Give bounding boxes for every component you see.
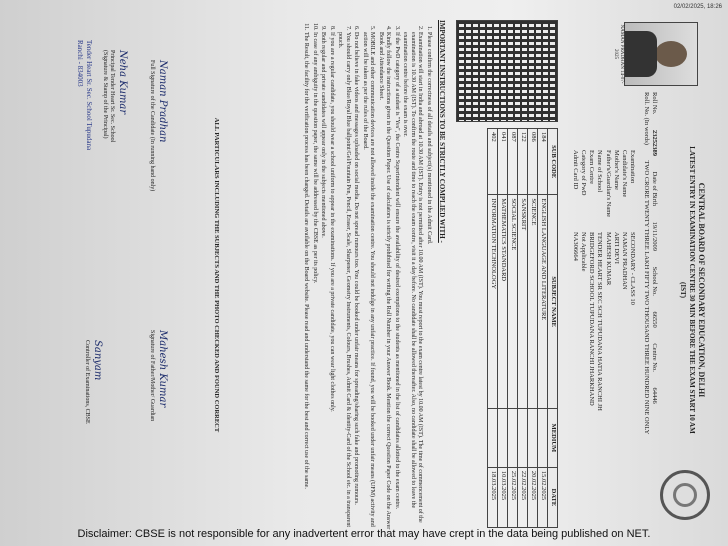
roll-words: TWO CRORE TWENTY THREE LAKH FIFTY TWO THOUSAND THREE HUNDRED NINE ONLY [642, 160, 650, 435]
list-item: 10. In case of any ambiguity in the question paper, the same will be addressed by the CBSE as per its policy. [311, 32, 319, 537]
instructions-list [301, 20, 432, 537]
principal-block [101, 50, 129, 142]
controller-label: Controller of Examinations, CBSE [84, 340, 91, 424]
roll-no: 23252389 [651, 130, 658, 157]
table-row: 041 MATHEMATICS STANDARD 10.03.2025 [498, 129, 508, 528]
confirmation-line: ALL PARTICULARS INCLUDING THE SUBJECTS AND THE PHOTO CHECKED AND FOUND CORRECT [213, 117, 220, 433]
school-no-label: School No. [651, 266, 658, 296]
list-item: 3. If the PwD category of a student is "Yes", the Centre Superintendent will ensure the availability of desired exemptions to the students as mentioned in the list of candidates allotted to the exam centre. [393, 32, 401, 537]
qr-code-icon [456, 20, 558, 122]
detail-row: Name of School TENDER HEART SR SEC SCH TUPUDANA HATIA RANCHI JH [596, 150, 604, 411]
school-stamp: Tender Heart Sr. Sec. School Tupudana Ranchi - 834003 [76, 40, 93, 151]
candidate-signature-block [148, 60, 168, 191]
detail-row: Father's/Guardian's Name MAHESH KUMAR [604, 150, 612, 286]
candidate-signature-label: Full Signature of the Candidate (In running hand only) [149, 60, 156, 192]
dob: 19/11/2009 [651, 221, 658, 251]
principal-signature: Neha Kumar [117, 50, 128, 115]
list-item: 5. MOBILE and other communication devices are not allowed inside the examination centre. You should not indulge in any unfair practice. If found, you will be booked under unfair means (UFM) activity and action will be taken as per the rules of the Board. [361, 32, 376, 537]
photo-caption: NAMAN PRADHAN 14-07-2025 [612, 24, 624, 84]
table-row: 122 SANSKRIT 22.02.2025 [518, 129, 528, 528]
roll-words-label: Roll. No. (In words) [642, 92, 650, 145]
roll-no-label: Roll No. [651, 92, 658, 115]
principal-label: (Signature & Stamp of the Principal) [102, 50, 108, 139]
list-item: 4. Kindly follow the instructions given in the Question Paper. Use of calculators is strictly prohibited for writing the Roll Number in your Answer Book. Mention the correct Question Paper Code on the Answer Book and Attendance Sheet. [377, 32, 392, 537]
list-item: 9. Both regular and private candidates will appear only in the subjects mentioned above. [319, 32, 327, 537]
detail-row: Admit Card ID NA306664 [572, 150, 580, 261]
centre-no-label: Centre No. [651, 343, 658, 372]
board-name: CENTRAL BOARD OF SECONDARY EDUCATION, DELHI [697, 182, 706, 398]
detail-row: Exam Centre BRIDGEFORD SCHOOL TUPUDANA RANCHI JHARKHAND [588, 150, 596, 406]
detail-row: Examination SECONDARY - CLASS 10 [629, 150, 636, 305]
detail-row: Candidate's Name NAMAN PRADHAN [620, 150, 628, 290]
instructions-title: IMPORTANT INSTRUCTIONS TO BE STRICTLY COMPLIED WITH - [438, 20, 446, 243]
table-row: 184 ENGLISH LANGUAGE AND LITERATURE 15.02.2025 [538, 129, 548, 528]
print-timestamp: 02/02/2025, 18:26 [673, 4, 722, 10]
roll-row [642, 92, 658, 542]
table-row: 402 INFORMATION TECHNOLOGY 18.03.2025 [488, 129, 498, 528]
subjects-table [487, 128, 558, 528]
school-no: 66550 [651, 311, 658, 328]
parent-signature-label: Signature of Father/Mother/ Guardian [149, 330, 156, 422]
candidate-signature: Naman Pradhan [157, 60, 168, 143]
list-item: 7. You should carry only Blue/Royal Blue ballpoint/Gel/Fountain Pen, Pencil, Eraser, Scale, Sharpener, Geometry Instruments, Colours, Brushes, Admit Card & Identity-Card of the School etc. in a transparent pouch. [336, 32, 351, 537]
list-item: 8. If you are a regular candidate, you should wear a school uniform to appear in the examinations. If you are a private candidate, you can wear light clothes only. [328, 32, 336, 537]
detail-row: Category of PwD Not Applicable [580, 150, 588, 272]
controller-block [83, 340, 103, 424]
list-item: 6. Do not believe in fake videos and messages uploaded on social media. Do not spread rumours too. You could be booked under unfair means for spreading/sharing such fake and promoting rumours. [352, 32, 360, 537]
disclaimer: Disclaimer: CBSE is not responsible for any inadvertent error that may have crept in the data being published on NET. [77, 528, 651, 540]
parent-signature-block [148, 330, 168, 421]
cbse-logo-icon [660, 470, 710, 520]
header-title: LATEST ENTRY IN EXAMINATION CENTRE 30 MIN BEFORE THE EXAM START 10 AM (IST) [679, 146, 696, 434]
table-row: 086 SCIENCE 20.02.2025 [528, 129, 538, 528]
dob-label: Date of Birth [651, 171, 658, 206]
parent-signature: Mahesh Kumar [157, 330, 168, 408]
list-item: 11. The Result, the facility for the verification process has been changed. Details are available on the Board website. Please read and understand the same for the best and correct use of the same. [302, 32, 310, 537]
list-item: 1. Please confirm the correctness of all details and subject(s) mentioned in the Admit Card. [425, 32, 433, 537]
list-item: 2. Examination will start in India and abroad at 10.30 AM (IST). Entry is not permitted after 10.00 AM (IST). You must report to the exam centre latest by 10.00 AM (IST). The time of commencement of the examination is 10.30 AM (IST). To confirm the route and time to reach the exam centre, visit it a day before. No candidate shall be allowed thereafter. Also, no candidate shall be allowed to leave the examination centre before the exam is over. [401, 32, 424, 537]
table-row: 087 SOCIAL SCIENCE 25.02.2025 [508, 129, 518, 528]
centre-no: 64446 [651, 387, 658, 404]
candidate-details [571, 150, 636, 490]
header [679, 140, 707, 440]
table-header: SUB CODE SUBJECT NAME MEDIUM DATE [548, 129, 558, 528]
candidate-photo [624, 22, 698, 86]
controller-signature: Sanyam [92, 340, 103, 381]
principal-name: Principal Tender Heart Sr. Sec. School [109, 50, 116, 143]
detail-row: Mother's Name ARTI DEVI [612, 150, 620, 264]
